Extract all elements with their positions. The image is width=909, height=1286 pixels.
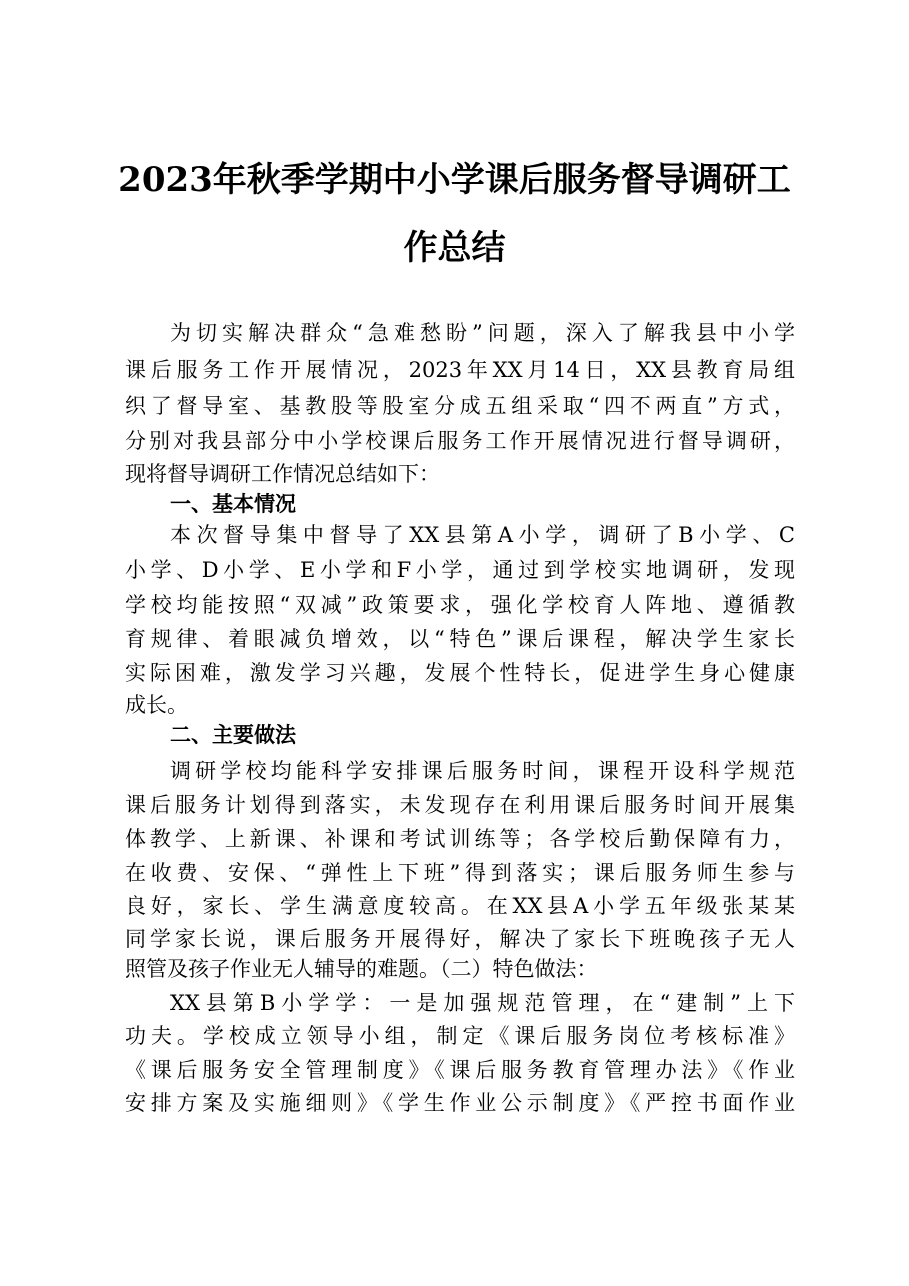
section1-line: 育规律、着眼减负增效，以“特色”课后课程，解决学生家长 (125, 627, 795, 651)
section2-line: 同学家长说，课后服务开展得好，解决了家长下班晚孩子无人 (125, 927, 795, 951)
section3-line: 安排方案及实施细则》《学生作业公示制度》《严控书面作业 (125, 1091, 795, 1115)
intro-line: 织了督导室、基教股等股室分成五组采取“四不两直”方式， (125, 394, 795, 418)
section3-line: 功夫。学校成立领导小组，制定《课后服务岗位考核标准》 (125, 1024, 795, 1048)
section2-line: 照管及孩子作业无人辅导的难题。（二）特色做法： (125, 957, 598, 981)
intro-line: 课后服务工作开展情况，2023年XX月14日，XX县教育局组 (125, 358, 795, 382)
document-title-line-2: 作总结 (403, 228, 506, 268)
section2-line: 调研学校均能科学安排课后服务时间，课程开设科学规范 (170, 759, 795, 783)
section-heading-methods: 二、主要做法 (170, 723, 296, 747)
section-heading-basic: 一、基本情况 (170, 492, 296, 516)
section2-line: 体教学、上新课、补课和考试训练等；各学校后勤保障有力， (125, 827, 795, 851)
document-title-line-1: 2023年秋季学期中小学课后服务督导调研工 (118, 160, 791, 200)
intro-line: 现将督导调研工作情况总结如下： (125, 462, 440, 486)
intro-line: 分别对我县部分中小学校课后服务工作开展情况进行督导调研， (125, 429, 795, 453)
section1-line: 实际困难，激发学习兴趣，发展个性特长，促进学生身心健康 (125, 661, 795, 685)
section2-line: 在收费、安保、“弹性上下班”得到落实；课后服务师生参与 (125, 861, 795, 885)
section1-line: 本次督导集中督导了XX县第A小学，调研了B小学、C (170, 523, 795, 547)
section2-line: 良好，家长、学生满意度较高。在XX县A小学五年级张某某 (125, 894, 795, 918)
intro-line: 为切实解决群众“急难愁盼”问题，深入了解我县中小学 (170, 321, 795, 345)
section3-line: XX县第B小学学：一是加强规范管理，在“建制”上下 (170, 991, 795, 1015)
section1-line: 小学、D小学、E小学和F小学，通过到学校实地调研，发现 (125, 558, 795, 582)
section1-line: 学校均能按照“双减”政策要求，强化学校育人阵地、遵循教 (125, 593, 795, 617)
section3-line: 《课后服务安全管理制度》《课后服务教育管理办法》《作业 (125, 1058, 795, 1082)
section1-line: 成长。 (125, 693, 188, 717)
section2-line: 课后服务计划得到落实，未发现存在利用课后服务时间开展集 (125, 793, 795, 817)
